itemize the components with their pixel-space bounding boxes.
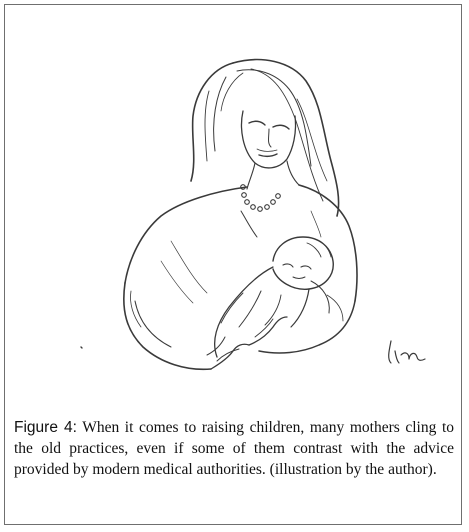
hair-strand-2 bbox=[214, 77, 226, 151]
hair-right-outline bbox=[233, 60, 339, 216]
pencil-sketch-svg bbox=[11, 11, 459, 411]
signature-mark bbox=[389, 341, 425, 363]
figure-caption-text: When it comes to raising children, many mothers cling to the old practices, even if some of them contrast with the advice provided by modern medical authorities. (illustration by the author). bbox=[14, 419, 454, 478]
left-arm-outer bbox=[124, 283, 211, 369]
baby-blanket bbox=[215, 267, 273, 357]
mother-and-baby-sketch bbox=[11, 11, 459, 411]
left-eye bbox=[249, 121, 265, 125]
right-eye bbox=[273, 125, 289, 129]
hair-strand-3 bbox=[251, 69, 323, 201]
figure-frame bbox=[4, 4, 462, 525]
figure-label: Figure 4: bbox=[14, 419, 77, 436]
hair-strand-1 bbox=[237, 70, 311, 166]
mouth bbox=[259, 154, 277, 156]
left-shoulder bbox=[125, 187, 247, 283]
hair-left-outline bbox=[191, 63, 233, 181]
figure-caption bbox=[14, 417, 454, 480]
